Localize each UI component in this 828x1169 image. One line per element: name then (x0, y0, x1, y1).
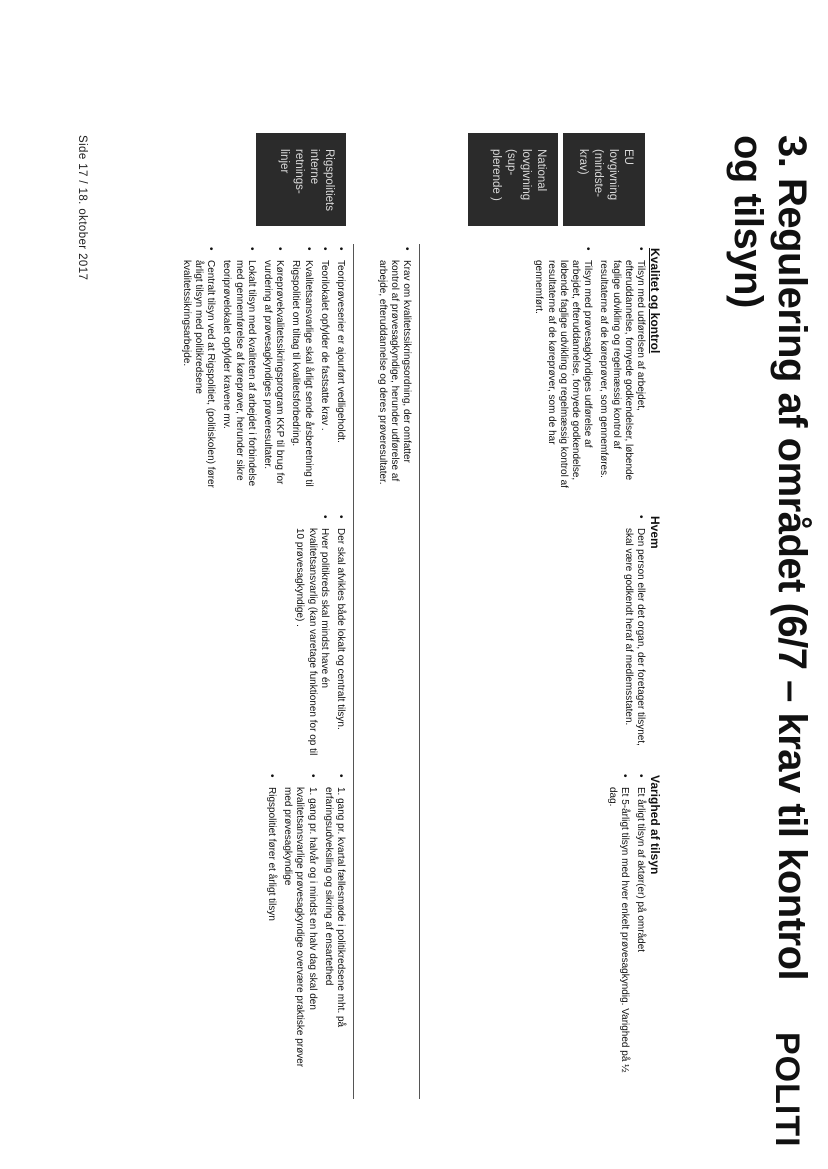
row-eu-quality-cell (528, 246, 646, 488)
list-item: • Centralt tilsyn ved at Rigspolitiet, (politiskolen) fører årligt tilsyn med politikredsene kvalitetssikringsarbejde. (180, 246, 217, 491)
row-eu-duration-cell (601, 773, 646, 1073)
category-national-lovgivning (468, 133, 558, 226)
list-item: • 1. gang pr. kvartal fællesmøde i politikredsene mht. på erfaringsudveksling og sikring af ensartethed (322, 773, 346, 1083)
category-line: interne (308, 149, 320, 185)
category-line: lovgivning (607, 149, 619, 201)
list-item: • Den person eller det organ, der foretager tilsynet, skal være godkendt heraf af medlemsstaten. (622, 514, 646, 754)
row-rigspolitiet-quality-cell (176, 246, 346, 491)
list-item: • Tilsyn med udførelsen af arbejdet, efteruddannelse, fornyede godkendelser, løbende faglige udvikling og regelmæssig kontrol af resultaterne af de køreprøver, som gennemføres. (597, 246, 646, 488)
list-item: • Hver politikreds skal mindst have én kvalitetsansvarlig (kan varetage funktionen for op til 10 prøvesagkyndige) . (293, 514, 330, 764)
category-line: plerende ) (490, 149, 502, 201)
list-item: • Der skal afvikles både lokalt og centralt tilsyn. (334, 514, 346, 764)
category-rigspolitiets-retningslinjer (256, 133, 346, 226)
row-national-quality-cell (371, 246, 412, 488)
category-line: (mindste- (592, 149, 604, 197)
list-item: • Krav om kvalitetssikringsordning, der omfatter kontrol af prøvesagkyndige, herunder udførelse af arbejde, efteruddannelse og deres prøveresultater. (375, 246, 412, 488)
column-header-duration: Varighed af tilsyn (648, 775, 662, 875)
category-line: National (535, 149, 547, 192)
category-line: retnings- (293, 149, 305, 194)
row-eu-who-cell (618, 514, 646, 754)
list-item: • Kvalitetsansvarlige skal årligt sende årsberetning til Rigspolitiet om tiltag til kvalitetsforbedring. (289, 246, 313, 491)
list-item: • Teorilokalet opfylder de fastsatte krav . (318, 246, 330, 491)
category-line: Rigspolitiets (323, 149, 335, 211)
list-item: • 1. gang pr. halvår og i mindst en halv dag skal den kvalitetsansvarlige prøvesagkyndige overvære praktiske prøver med prøvesagkyndige (281, 773, 318, 1083)
list-item: • Et årligt tilsyn af aktør(er) på området (634, 773, 646, 1073)
category-line: lovgivning (520, 149, 532, 201)
list-item: • Teoriprøveserier er ajourført vedligeholdt. (334, 246, 346, 491)
list-item: • Lokalt tilsyn med kvaliteten af arbejdet i forbindelse med gennemførelse af køreprøver, herunder sikre teoriprøvelokalet opfylder kravene mv. (220, 246, 257, 491)
category-line: linjer (278, 149, 290, 174)
column-header-who: Hvem (648, 516, 662, 549)
row-divider (353, 244, 354, 1099)
list-item: • Køreprøvekvalitetssikringsprogram KKP til brug for vurdering af prøvesagkyndiges prøveresultater. (261, 246, 285, 491)
list-item: • Et 5-årligt tilsyn med hver enkelt prøvesagkyndig. Varighed på ½ dag. (605, 773, 629, 1073)
row-rigspolitiet-who-cell (289, 514, 346, 764)
category-eu-lovgivning (563, 133, 645, 226)
list-item: • Rigspolitiet fører et årligt tilsyn (265, 773, 277, 1083)
column-header-quality: Kvalitet og kontrol (648, 248, 662, 354)
category-line: krav) (577, 149, 589, 175)
row-divider (419, 244, 420, 1099)
page-title: 3. Regulering af området (6/7 – krav til kontrol og tilsyn) (726, 135, 814, 981)
row-rigspolitiet-duration-cell (261, 773, 346, 1083)
category-line: (sup- (505, 149, 517, 176)
page-footer: Side 17 / 18. oktober 2017 (76, 135, 88, 281)
category-line: EU (622, 149, 634, 165)
politi-logo: POLITI (768, 1032, 806, 1148)
list-item: • Tilsyn med prøvesagkyndiges udførelse af arbejdet, efteruddannelse, fornyede godkendelse, løbende faglige udvikling og regelmæssig kontrol af resultaterne af de køreprøver, som de har gennemført. (532, 246, 593, 488)
